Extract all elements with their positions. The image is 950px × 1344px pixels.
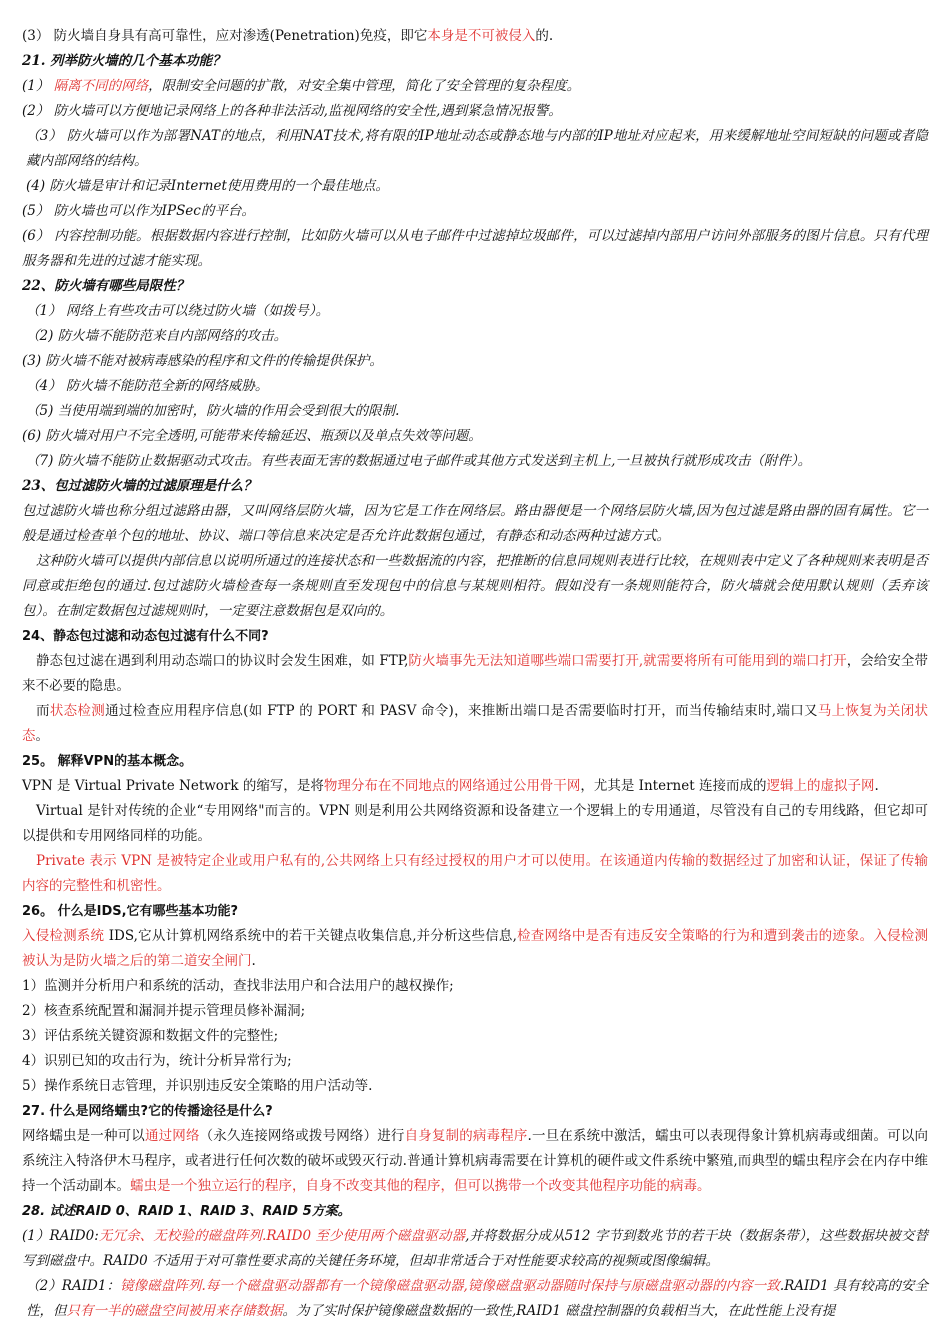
paragraph [22, 324, 928, 349]
text-run: （1） 网络上有些攻击可以绕过防火墙（如拨号）。 [26, 303, 330, 319]
text-run: 网络蠕虫是一种可以 [22, 1128, 145, 1144]
text-run: VPN 是 Virtual Private Network 的缩写，是将 [22, 778, 324, 794]
text-run: （2）RAID1： [26, 1278, 121, 1294]
paragraph [22, 649, 928, 699]
text-run: 的. [535, 28, 554, 44]
paragraph [22, 849, 928, 899]
paragraph [22, 1274, 928, 1324]
text-run: .一旦在系统中激活，蠕虫可以表现得象计算机病毒或细菌。可以向系统注入特洛伊木马程序，或者进行任何次数的破坏或毁灭行动.普通计算机病毒需要在计算机的硬件或文件系统中繁殖,而典型的蠕虫程序会在内存中维持一个活动副本。 [22, 1128, 929, 1194]
text-run: ，会给安全带来不必要的隐患。 [22, 653, 928, 694]
paragraph [22, 1124, 928, 1199]
highlighted-text: 状态检测 [49, 703, 106, 719]
text-run: . [874, 778, 879, 794]
text-run: 5）操作系统日志管理，并识别违反安全策略的用户活动等. [22, 1078, 373, 1094]
paragraph [22, 124, 928, 174]
highlighted-text: 马上恢复为关闭状态 [22, 703, 929, 744]
paragraph [22, 899, 928, 924]
paragraph [22, 699, 928, 749]
text-run: (2） 防火墙可以方便地记录网络上的各种非法活动,监视网络的安全性,遇到紧急情况报警。 [22, 103, 562, 119]
text-run: (1） [22, 78, 54, 94]
text-run: (4) 防火墙是审计和记录Internet使用费用的一个最佳地点。 [26, 178, 389, 194]
text-run: 包过滤防火墙也称分组过滤路由器，又叫网络层防火墙，因为它是工作在网络层。路由器便是一个网络层防火墙,因为包过滤是路由器的固有属性。它一般是通过检查单个包的地址、协议、端口等信息来决定是否允许此数据包通过，有静态和动态两种过滤方式。 [22, 503, 928, 544]
text-run: ，限制安全问题的扩散，对安全集中管理，简化了安全管理的复杂程度。 [148, 78, 581, 94]
paragraph [22, 624, 928, 649]
highlighted-text: 防火墙事先无法知道哪些端口需要打开,就需要将所有可能用到的端口打开 [408, 653, 847, 669]
text-run: ,并将数据分成从512 字节到数兆节的若干块（数据条带），这些数据块被交替写到磁盘中。RAID0 不适用于对可靠性要求高的关键任务环境，但却非常适合于对性能要求较高的视频或图像编辑。 [22, 1228, 928, 1269]
paragraph [22, 1099, 928, 1124]
highlighted-text: 检查网络中是否有违反安全策略的行为和遭到袭击的迹象。入侵检测被认为是防火墙之后的第二道安全闸门 [22, 928, 928, 969]
text-run: 3）评估系统关键资源和数据文件的完整性; [22, 1028, 279, 1044]
text-run: 4）识别已知的攻击行为，统计分析异常行为; [22, 1053, 292, 1069]
text-run: （4） 防火墙不能防范全新的网络威胁。 [26, 378, 269, 394]
highlighted-text: 蠕虫是一个独立运行的程序，自身不改变其他的程序，但可以携带一个改变其他程序功能的病毒。 [130, 1178, 711, 1194]
text-run: 28. 试述RAID 0、RAID 1、RAID 3、RAID 5方案。 [22, 1204, 351, 1219]
paragraph [22, 999, 928, 1024]
text-run: （7) 防火墙不能防止数据驱动式攻击。有些表面无害的数据通过电子邮件或其他方式发送到主机上,一旦被执行就形成攻击（附件）。 [26, 453, 812, 469]
highlighted-text: 物理分布在不同地点的网络通过公用骨干网 [323, 778, 581, 794]
text-run: (6) 防火墙对用户不完全透明,可能带来传输延迟、瓶颈以及单点失效等问题。 [22, 428, 482, 444]
highlighted-text: 通过网络 [144, 1128, 200, 1144]
highlighted-text: Private 表示 VPN 是被特定企业或用户私有的,公共网络上只有经过授权的用户才可以使用。在该通道内传输的数据经过了加密和认证，保证了传输内容的完整性和机密性。 [22, 853, 928, 894]
text-run: 25。 解释VPN的基本概念。 [22, 754, 193, 769]
paragraph [22, 449, 928, 474]
paragraph [22, 1199, 928, 1224]
paragraph [22, 199, 928, 224]
text-run: 静态包过滤在遇到利用动态端口的协议时会发生困难，如 FTP, [36, 653, 409, 669]
paragraph [22, 399, 928, 424]
paragraph [22, 499, 928, 549]
highlighted-text: 本身是不可被侵入 [427, 28, 536, 44]
paragraph [22, 349, 928, 374]
text-run: 。 [35, 728, 49, 744]
text-run: 22、防火墙有哪些局限性？ [22, 278, 190, 294]
text-run: 21. 列举防火墙的几个基本功能？ [22, 53, 226, 69]
highlighted-text: 无冗余、无校验的磁盘阵列.RAID0 至少使用两个磁盘驱动器 [98, 1228, 466, 1244]
paragraph [22, 549, 928, 624]
highlighted-text: 隔离不同的网络 [53, 78, 149, 94]
highlighted-text: 入侵检测系统 [22, 928, 105, 944]
paragraph [22, 774, 928, 799]
text-run: (1）RAID0: [22, 1228, 99, 1244]
paragraph [22, 1049, 928, 1074]
text-run: (3) 防火墙不能对被病毒感染的程序和文件的传输提供保护。 [22, 353, 383, 369]
text-run: 27. 什么是网络蠕虫?它的传播途径是什么? [22, 1104, 273, 1119]
text-run: .RAID1 具有较高的安全性，但 [26, 1278, 928, 1319]
text-run: 而 [36, 703, 50, 719]
text-run: (6） 内容控制功能。根据数据内容进行控制，比如防火墙可以从电子邮件中过滤掉垃圾邮件，可以过滤掉内部用户访问外部服务的图片信息。只有代理服务器和先进的过滤才能实现。 [22, 228, 928, 269]
text-run: 通过检查应用程序信息(如 FTP 的 PORT 和 PASV 命令)，来推断出端口是否需要临时打开，而当传输结束时,端口又 [105, 703, 818, 719]
paragraph [22, 224, 928, 274]
paragraph [22, 174, 928, 199]
paragraph [22, 974, 928, 999]
paragraph [22, 1074, 928, 1099]
highlighted-text: 只有一半的磁盘空间被用来存储数据 [66, 1303, 283, 1319]
text-run: 2）核查系统配置和漏洞并提示管理员修补漏洞; [22, 1003, 306, 1019]
text-run: （5) 当使用端到端的加密时，防火墙的作用会受到很大的限制. [26, 403, 400, 419]
paragraph [22, 924, 928, 974]
text-run: (3） 防火墙自身具有高可靠性，应对渗透(Penetration)免疫，即它 [22, 28, 428, 44]
paragraph [22, 74, 928, 99]
text-run: 。为了实时保护镜像磁盘数据的一致性,RAID1 磁盘控制器的负载相当大，在此性能上没有提 [282, 1303, 836, 1319]
paragraph [22, 299, 928, 324]
paragraph [22, 799, 928, 849]
text-run: 23、包过滤防火墙的过滤原理是什么？ [22, 478, 257, 494]
paragraph [22, 1224, 928, 1274]
paragraph [22, 49, 928, 74]
text-run: （永久连接网络或拨号网络）进行 [199, 1128, 405, 1144]
text-run: 24、静态包过滤和动态包过滤有什么不同? [22, 629, 269, 644]
text-run: Virtual 是针对传统的企业“专用网络"而言的。VPN 则是利用公共网络资源和设备建立一个逻辑上的专用通道，尽管没有自己的专用线路，但它却可以提供和专用网络同样的功能。 [22, 803, 928, 844]
text-run: ，尤其是 Internet 连接而成的 [580, 778, 767, 794]
text-run: . [251, 953, 256, 969]
text-run: （2) 防火墙不能防范来自内部网络的攻击。 [26, 328, 288, 344]
text-run: 1）监测并分析用户和系统的活动，查找非法用户和合法用户的越权操作; [22, 978, 454, 994]
text-run: IDS,它从计算机网络系统中的若干关键点收集信息,并分析这些信息, [104, 928, 517, 944]
paragraph [22, 24, 928, 49]
text-run: (5） 防火墙也可以作为IPSec的平台。 [22, 203, 255, 219]
highlighted-text: 自身复制的病毒程序 [404, 1128, 528, 1144]
paragraph [22, 99, 928, 124]
paragraph [22, 474, 928, 499]
paragraph [22, 424, 928, 449]
highlighted-text: 逻辑上的虚拟子网 [766, 778, 875, 794]
text-run: 26。 什么是IDS,它有哪些基本功能? [22, 904, 239, 919]
paragraph [22, 749, 928, 774]
highlighted-text: 镜像磁盘阵列.每一个磁盘驱动器都有一个镜像磁盘驱动器,镜像磁盘驱动器随时保持与原磁盘驱动器的内容一致 [120, 1278, 780, 1294]
paragraph [22, 274, 928, 299]
text-run: （3） 防火墙可以作为部署NAT的地点，利用NAT技术,将有限的IP地址动态或静态地与内部的IP地址对应起来，用来缓解地址空间短缺的问题或者隐藏内部网络的结构。 [26, 128, 928, 169]
text-run: 这种防火墙可以提供内部信息以说明所通过的连接状态和一些数据流的内容，把推断的信息同规则表进行比较，在规则表中定义了各种规则来表明是否同意或拒绝包的通过.包过滤防火墙检查每一条规则直至发现包中的信息与某规则相符。假如没有一条规则能符合，防火墙就会使用默认规则（丢弃该包）。在制定数据包过滤规则时，一定要注意数据包是双向的。 [22, 553, 928, 619]
paragraph [22, 1024, 928, 1049]
paragraph [22, 374, 928, 399]
